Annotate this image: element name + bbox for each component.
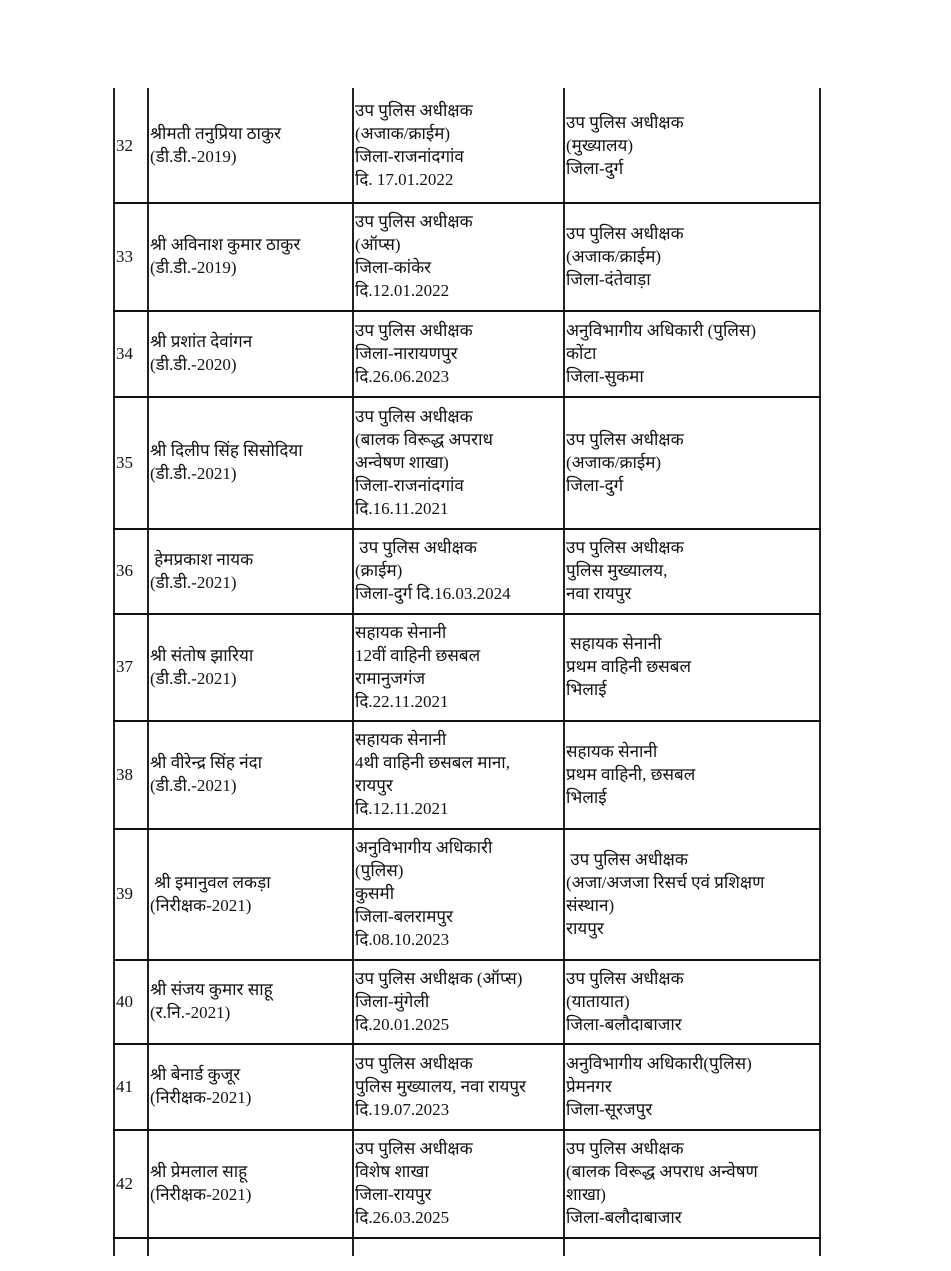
new-posting-line: उप पुलिस अधीक्षक xyxy=(566,849,688,869)
new-posting-line: रायपुर xyxy=(566,918,604,938)
officer-name-line: श्री संजय कुमार साहू xyxy=(150,980,273,999)
serial-number: 36 xyxy=(116,561,133,580)
officer-name-line: श्री संतोष झारिया xyxy=(150,645,254,665)
current-posting-cell xyxy=(355,722,562,826)
officer-name-line: (डी.डी.-2021) xyxy=(150,572,237,592)
new-posting-line: जिला-बलौदाबाजार xyxy=(566,1208,682,1227)
new-posting-cell xyxy=(566,1131,818,1235)
new-posting-line: संस्थान) xyxy=(566,895,615,915)
new-posting-cell xyxy=(566,312,818,394)
new-posting-line: उप पुलिस अधीक्षक xyxy=(566,223,684,243)
current-posting-cell xyxy=(355,90,562,200)
officer-name-line: श्री बेनार्ड कुजूर xyxy=(150,1065,241,1084)
new-posting-line: सहायक सेनानी xyxy=(566,634,662,653)
new-posting-cell xyxy=(566,204,818,308)
new-posting-line: उप पुलिस अधीक्षक xyxy=(566,538,684,557)
officer-name-cell xyxy=(150,1131,351,1235)
new-posting-line: भिलाई xyxy=(566,680,607,699)
serial-number-cell xyxy=(116,830,146,957)
current-posting-line: जिला-दुर्ग दि.16.03.2024 xyxy=(355,584,511,603)
officer-name-line: श्री वीरेन्द्र सिंह नंदा xyxy=(150,753,263,772)
new-posting-line: (अजाक/क्राईम) xyxy=(566,452,662,472)
new-posting-line: प्रथम वाहिनी, छसबल xyxy=(566,764,696,784)
new-posting-line: नवा रायपुर xyxy=(566,584,632,603)
officer-name-cell xyxy=(150,1045,351,1127)
current-posting-line: उप पुलिस अधीक्षक xyxy=(355,406,473,426)
new-posting-line: भिलाई xyxy=(566,787,607,807)
serial-number-cell xyxy=(116,1131,146,1235)
serial-number: 42 xyxy=(116,1173,133,1193)
current-posting-line: (क्राईम) xyxy=(355,561,403,580)
new-posting-line: अनुविभागीय अधिकारी(पुलिस) xyxy=(566,1053,752,1073)
new-posting-line: पुलिस मुख्यालय, xyxy=(566,561,668,580)
current-posting-line: कुसमी xyxy=(355,884,395,903)
new-posting-line: प्रथम वाहिनी छसबल xyxy=(566,657,691,676)
serial-number-cell xyxy=(116,90,146,200)
current-posting-line: दि.22.11.2021 xyxy=(355,691,449,711)
officer-name-cell xyxy=(150,722,351,826)
officer-name-line: श्री प्रशांत देवांगन xyxy=(150,332,253,351)
current-posting-line: दि.08.10.2023 xyxy=(355,930,450,949)
current-posting-line: जिला-नारायणपुर xyxy=(355,343,458,363)
current-posting-line: रामानुजगंज xyxy=(355,668,426,688)
new-posting-line: (अजा/अजजा रिसर्च एवं प्रशिक्षण xyxy=(566,872,765,892)
new-posting-line: (अजाक/क्राईम) xyxy=(566,246,662,266)
current-posting-cell xyxy=(355,830,562,957)
new-posting-line: उप पुलिस अधीक्षक xyxy=(566,429,684,449)
serial-number-cell xyxy=(116,722,146,826)
serial-number: 35 xyxy=(116,452,133,472)
current-posting-cell xyxy=(355,530,562,611)
column-rule xyxy=(563,88,565,1256)
current-posting-cell xyxy=(355,615,562,718)
current-posting-line: जिला-राजनांदगांव xyxy=(355,147,464,166)
new-posting-cell xyxy=(566,530,818,611)
serial-number: 39 xyxy=(116,884,133,903)
serial-number: 38 xyxy=(116,764,133,784)
new-posting-line: जिला-दुर्ग xyxy=(566,475,624,495)
current-posting-line: दि.12.01.2022 xyxy=(355,281,450,300)
column-rule xyxy=(147,88,149,1256)
serial-number: 41 xyxy=(116,1076,133,1096)
new-posting-line: (यातायात) xyxy=(566,991,630,1011)
officer-name-line: श्रीमती तनुप्रिया ठाकुर xyxy=(150,124,281,143)
current-posting-line: अनुविभागीय अधिकारी xyxy=(355,838,493,857)
column-rule xyxy=(819,88,821,1256)
new-posting-cell xyxy=(566,1045,818,1127)
serial-number-cell xyxy=(116,398,146,526)
officer-name-cell xyxy=(150,312,351,394)
new-posting-line: जिला-दुर्ग xyxy=(566,158,624,178)
column-rule xyxy=(113,88,115,1256)
new-posting-line: जिला-सूरजपुर xyxy=(566,1099,653,1119)
new-posting-line: जिला-दंतेवाड़ा xyxy=(566,269,651,289)
new-posting-line: कोंटा xyxy=(566,343,597,363)
new-posting-cell xyxy=(566,615,818,718)
new-posting-line: उप पुलिस अधीक्षक xyxy=(566,1139,684,1158)
current-posting-line: सहायक सेनानी xyxy=(355,622,447,642)
serial-number: 34 xyxy=(116,343,133,363)
serial-number-cell xyxy=(116,1045,146,1127)
serial-number: 33 xyxy=(116,246,133,266)
current-posting-line: उप पुलिस अधीक्षक (ऑप्स) xyxy=(355,968,523,988)
serial-number-cell xyxy=(116,312,146,394)
new-posting-line: प्रेमनगर xyxy=(566,1076,612,1096)
current-posting-line: उप पुलिस अधीक्षक xyxy=(355,1053,473,1073)
current-posting-line: दि.26.06.2023 xyxy=(355,366,450,386)
new-posting-line: शाखा) xyxy=(566,1185,606,1204)
new-posting-cell xyxy=(566,90,818,200)
officer-name-line: (र.नि.-2021) xyxy=(150,1003,231,1022)
current-posting-line: दि.19.07.2023 xyxy=(355,1099,450,1119)
current-posting-line: दि.20.01.2025 xyxy=(355,1014,450,1034)
serial-number: 32 xyxy=(116,135,133,155)
current-posting-line: उप पुलिस अधीक्षक xyxy=(355,101,473,120)
current-posting-line: उप पुलिस अधीक्षक xyxy=(355,320,473,340)
current-posting-line: (अजाक/क्राईम) xyxy=(355,124,451,143)
new-posting-cell xyxy=(566,830,818,957)
current-posting-line: रायपुर xyxy=(355,776,393,795)
officer-name-line: श्री प्रेमलाल साहू xyxy=(150,1162,248,1181)
current-posting-line: (ऑप्स) xyxy=(355,235,401,254)
current-posting-line: उप पुलिस अधीक्षक xyxy=(355,538,477,557)
officer-name-line: (डी.डी.-2019) xyxy=(150,258,237,277)
serial-number-cell xyxy=(116,204,146,308)
new-posting-cell xyxy=(566,961,818,1041)
column-rule xyxy=(352,88,354,1256)
officer-name-line: श्री इमानुवल लकड़ा xyxy=(150,872,271,892)
current-posting-line: (पुलिस) xyxy=(355,861,404,880)
current-posting-line: (बालक विरूद्ध अपराध xyxy=(355,429,493,449)
new-posting-line: सहायक सेनानी xyxy=(566,741,658,761)
current-posting-line: अन्वेषण शाखा) xyxy=(355,452,449,472)
current-posting-line: दि.12.11.2021 xyxy=(355,799,449,818)
officer-name-line: श्री दिलीप सिंह सिसोदिया xyxy=(150,441,303,460)
new-posting-cell xyxy=(566,398,818,526)
officer-name-cell xyxy=(150,204,351,308)
officer-name-cell xyxy=(150,615,351,718)
current-posting-line: जिला-राजनांदगांव xyxy=(355,475,464,495)
officer-name-line: (डी.डी.-2020) xyxy=(150,355,237,374)
new-posting-line: उप पुलिस अधीक्षक xyxy=(566,968,684,988)
current-posting-cell xyxy=(355,312,562,394)
current-posting-line: विशेष शाखा xyxy=(355,1162,429,1181)
current-posting-line: 4थी वाहिनी छसबल माना, xyxy=(355,753,510,772)
new-posting-line: (मुख्यालय) xyxy=(566,135,634,155)
current-posting-line: उप पुलिस अधीक्षक xyxy=(355,1139,473,1158)
officer-name-cell xyxy=(150,530,351,611)
current-posting-line: जिला-कांकेर xyxy=(355,258,432,277)
current-posting-cell xyxy=(355,1045,562,1127)
new-posting-cell xyxy=(566,722,818,826)
officer-name-cell xyxy=(150,830,351,957)
officer-name-cell xyxy=(150,90,351,200)
new-posting-line: अनुविभागीय अधिकारी (पुलिस) xyxy=(566,320,757,340)
current-posting-line: पुलिस मुख्यालय, नवा रायपुर xyxy=(355,1076,526,1096)
officer-name-line: हेमप्रकाश नायक xyxy=(150,549,254,569)
current-posting-cell xyxy=(355,204,562,308)
current-posting-line: जिला-बलरामपुर xyxy=(355,907,453,926)
officer-name-line: (डी.डी.-2021) xyxy=(150,464,237,483)
current-posting-line: दि. 17.01.2022 xyxy=(355,170,454,189)
row-rule xyxy=(113,1237,821,1239)
current-posting-line: उप पुलिस अधीक्षक xyxy=(355,212,473,231)
current-posting-cell xyxy=(355,1131,562,1235)
current-posting-line: जिला-मुंगेली xyxy=(355,991,430,1011)
new-posting-line: जिला-बलौदाबाजार xyxy=(566,1014,682,1034)
officer-name-line: (निरीक्षक-2021) xyxy=(150,1088,252,1107)
current-posting-line: जिला-रायपुर xyxy=(355,1185,432,1204)
officer-name-line: (निरीक्षक-2021) xyxy=(150,1185,252,1204)
current-posting-line: 12वीं वाहिनी छसबल xyxy=(355,645,481,665)
current-posting-cell xyxy=(355,961,562,1041)
new-posting-line: (बालक विरूद्ध अपराध अन्वेषण xyxy=(566,1162,758,1181)
serial-number-cell xyxy=(116,615,146,718)
serial-number: 37 xyxy=(116,657,133,676)
current-posting-line: दि.16.11.2021 xyxy=(355,498,449,518)
officer-name-line: (निरीक्षक-2021) xyxy=(150,895,252,915)
serial-number-cell xyxy=(116,961,146,1041)
current-posting-cell xyxy=(355,398,562,526)
officer-name-line: श्री अविनाश कुमार ठाकुर xyxy=(150,235,301,254)
officer-name-line: (डी.डी.-2019) xyxy=(150,147,237,166)
serial-number: 40 xyxy=(116,991,133,1011)
officer-name-line: (डी.डी.-2021) xyxy=(150,776,237,795)
officer-name-cell xyxy=(150,398,351,526)
current-posting-line: दि.26.03.2025 xyxy=(355,1208,450,1227)
current-posting-line: सहायक सेनानी xyxy=(355,730,447,749)
new-posting-line: उप पुलिस अधीक्षक xyxy=(566,112,684,132)
serial-number-cell xyxy=(116,530,146,611)
officer-name-line: (डी.डी.-2021) xyxy=(150,668,237,688)
officer-name-cell xyxy=(150,961,351,1041)
new-posting-line: जिला-सुकमा xyxy=(566,366,644,386)
